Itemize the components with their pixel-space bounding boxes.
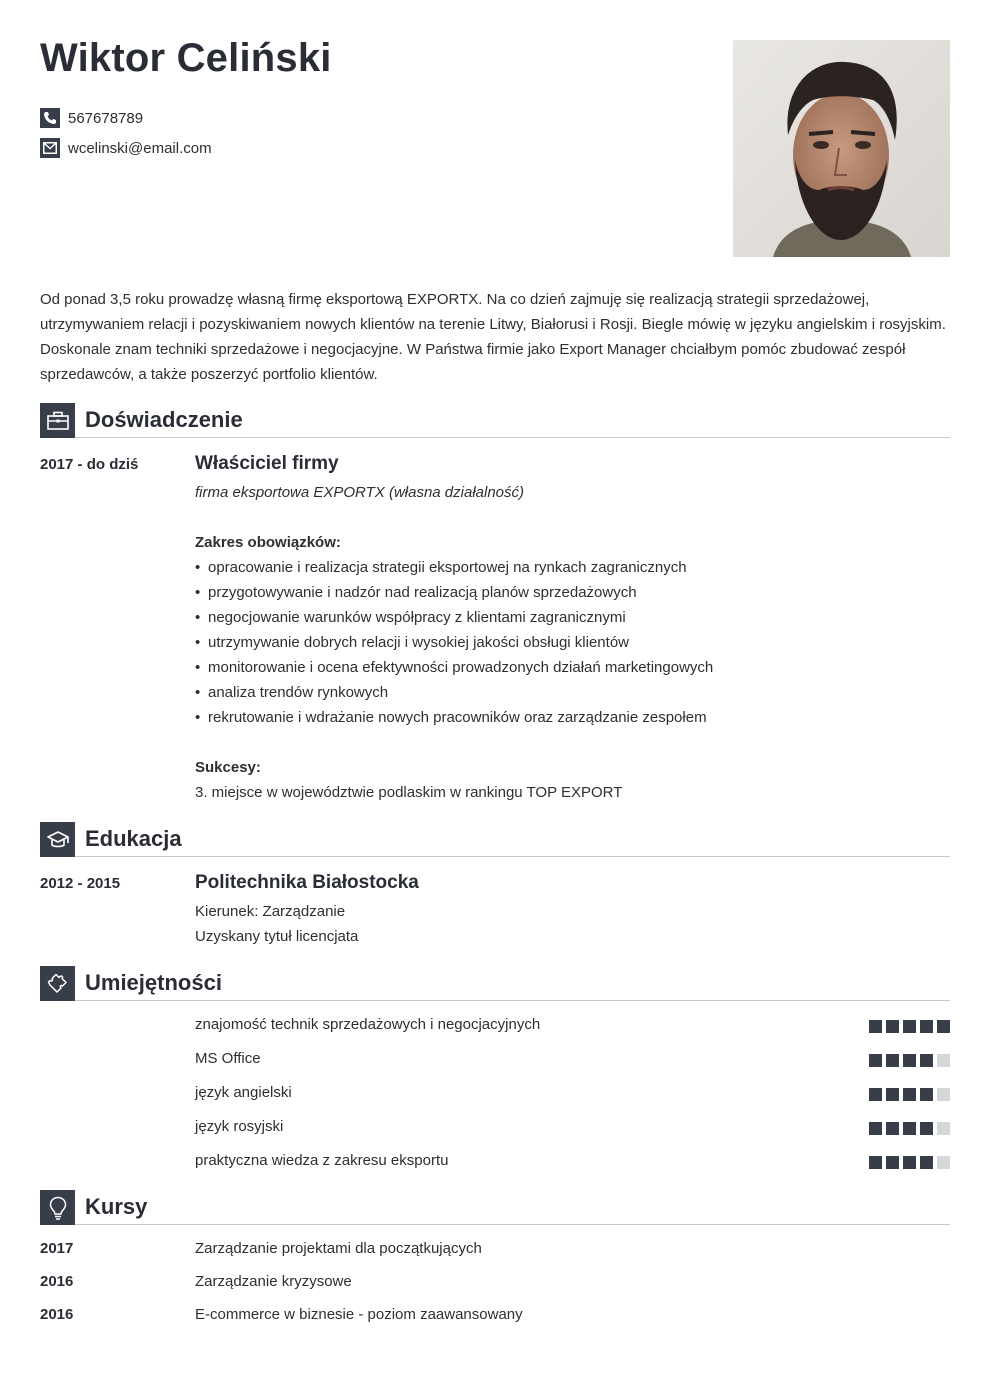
skill-row <box>195 1016 950 1036</box>
lightbulb-icon <box>40 1190 75 1225</box>
skill-level-filled <box>903 1156 916 1169</box>
profile-photo <box>733 40 950 257</box>
puzzle-piece-icon <box>40 966 75 1001</box>
skill-level-filled <box>886 1088 899 1101</box>
envelope-icon <box>40 138 60 158</box>
skill-label: MS Office <box>195 1050 261 1067</box>
section-experience <box>40 403 950 439</box>
skill-level-filled <box>869 1054 882 1067</box>
briefcase-icon <box>40 403 75 438</box>
company-name: firma eksportowa EXPORTX (własna działalność) <box>195 484 525 501</box>
section-title: Kursy <box>85 1194 148 1219</box>
list-item: • opracowanie i realizacja strategii eksportowej na rynkach zagranicznych <box>195 555 935 580</box>
candidate-name: Wiktor Celiński <box>40 36 332 80</box>
course-year: 2016 <box>40 1273 74 1290</box>
skill-level-filled <box>869 1088 882 1101</box>
skill-level-filled <box>869 1020 882 1033</box>
graduation-cap-icon <box>40 822 75 857</box>
skill-label: znajomość technik sprzedażowych i negocjacyjnych <box>195 1016 541 1033</box>
education-date: 2012 - 2015 <box>40 875 121 892</box>
section-title: Umiejętności <box>85 970 222 995</box>
list-item: • rekrutowanie i wdrażanie nowych pracowników oraz zarządzanie zespołem <box>195 705 935 730</box>
skill-row <box>195 1152 950 1172</box>
skill-level-filled <box>920 1054 933 1067</box>
skill-level-filled <box>903 1122 916 1135</box>
skill-level-filled <box>937 1020 950 1033</box>
skill-label: język rosyjski <box>195 1118 284 1135</box>
section-divider <box>75 1000 950 1001</box>
skill-level-empty <box>937 1088 950 1101</box>
skill-level-filled <box>886 1122 899 1135</box>
course-name: Zarządzanie kryzysowe <box>195 1273 352 1290</box>
section-education <box>40 822 950 858</box>
skill-level-filled <box>920 1156 933 1169</box>
spacer <box>195 730 935 755</box>
skill-level-empty <box>937 1122 950 1135</box>
course-name: Zarządzanie projektami dla początkujących <box>195 1240 482 1257</box>
degree: Uzyskany tytuł licencjata <box>195 928 359 945</box>
skill-row <box>195 1118 950 1138</box>
skill-level-empty <box>937 1054 950 1067</box>
section-title: Edukacja <box>85 826 182 851</box>
skill-level-filled <box>903 1020 916 1033</box>
course-name: E-commerce w biznesie - poziom zaawansowany <box>195 1306 523 1323</box>
skill-level <box>869 1020 950 1033</box>
section-courses <box>40 1190 950 1226</box>
skill-row <box>195 1050 950 1070</box>
section-skills <box>40 966 950 1002</box>
field-of-study: Kierunek: Zarządzanie <box>195 903 346 920</box>
skill-level-filled <box>920 1122 933 1135</box>
list-item: • negocjowanie warunków współpracy z klientami zagranicznymi <box>195 605 935 630</box>
school-name: Politechnika Białostocka <box>195 872 419 893</box>
skill-level-filled <box>886 1156 899 1169</box>
experience-date: 2017 - do dziś <box>40 456 139 473</box>
skill-level-filled <box>886 1020 899 1033</box>
skill-level <box>869 1122 950 1135</box>
phone-icon <box>40 108 60 128</box>
skill-level <box>869 1088 950 1101</box>
job-title: Właściciel firmy <box>195 453 339 474</box>
skill-level-filled <box>886 1054 899 1067</box>
education-entry <box>195 872 935 949</box>
list-item: • przygotowywanie i nadzór nad realizacją planów sprzedażowych <box>195 580 935 605</box>
skill-level-filled <box>920 1020 933 1033</box>
skill-row <box>195 1084 950 1104</box>
spacer <box>195 505 935 530</box>
skill-level-empty <box>937 1156 950 1169</box>
skill-level-filled <box>920 1088 933 1101</box>
experience-entry <box>195 453 935 805</box>
course-year: 2016 <box>40 1306 74 1323</box>
skill-level-filled <box>869 1122 882 1135</box>
list-item: • analiza trendów rynkowych <box>195 680 935 705</box>
skill-level-filled <box>903 1054 916 1067</box>
skill-level <box>869 1054 950 1067</box>
course-year: 2017 <box>40 1240 74 1257</box>
success-label: Sukcesy: <box>195 759 261 776</box>
phone-number: 567678789 <box>68 109 144 127</box>
section-divider <box>75 856 950 857</box>
email-row <box>40 138 212 158</box>
section-divider <box>75 1224 950 1225</box>
section-divider <box>75 437 950 438</box>
profile-summary: Od ponad 3,5 roku prowadzę własną firmę eksportową EXPORTX. Na co dzień zajmuję się realizacją strategii sprzedażowej, utrzymywaniem relacji i pozyskiwaniem nowych klientów na terenie Litwy, Białorusi i Rosji. Biegle mówię w języku angielskim i rosyjskim. Doskonale znam techniki sprzedażowe i negocjacyjne. W Państwa firmie jako Export Manager chciałbym pomóc zbudować zespół sprzedawców, a także poszerzyć portfolio klientów. <box>40 291 946 383</box>
section-title: Doświadczenie <box>85 407 243 432</box>
list-item: • utrzymywanie dobrych relacji i wysokiej jakości obsługi klientów <box>195 630 935 655</box>
skill-level-filled <box>903 1088 916 1101</box>
skill-label: praktyczna wiedza z zakresu eksportu <box>195 1152 449 1169</box>
skill-level-filled <box>869 1156 882 1169</box>
skill-label: język angielski <box>195 1084 292 1101</box>
phone-row <box>40 108 143 128</box>
duties-list <box>195 555 935 730</box>
list-item: • monitorowanie i ocena efektywności prowadzonych działań marketingowych <box>195 655 935 680</box>
skill-level <box>869 1156 950 1169</box>
duties-label: Zakres obowiązków: <box>195 534 341 551</box>
email-address: wcelinski@email.com <box>68 139 212 157</box>
success-text: 3. miejsce w województwie podlaskim w rankingu TOP EXPORT <box>195 784 623 801</box>
